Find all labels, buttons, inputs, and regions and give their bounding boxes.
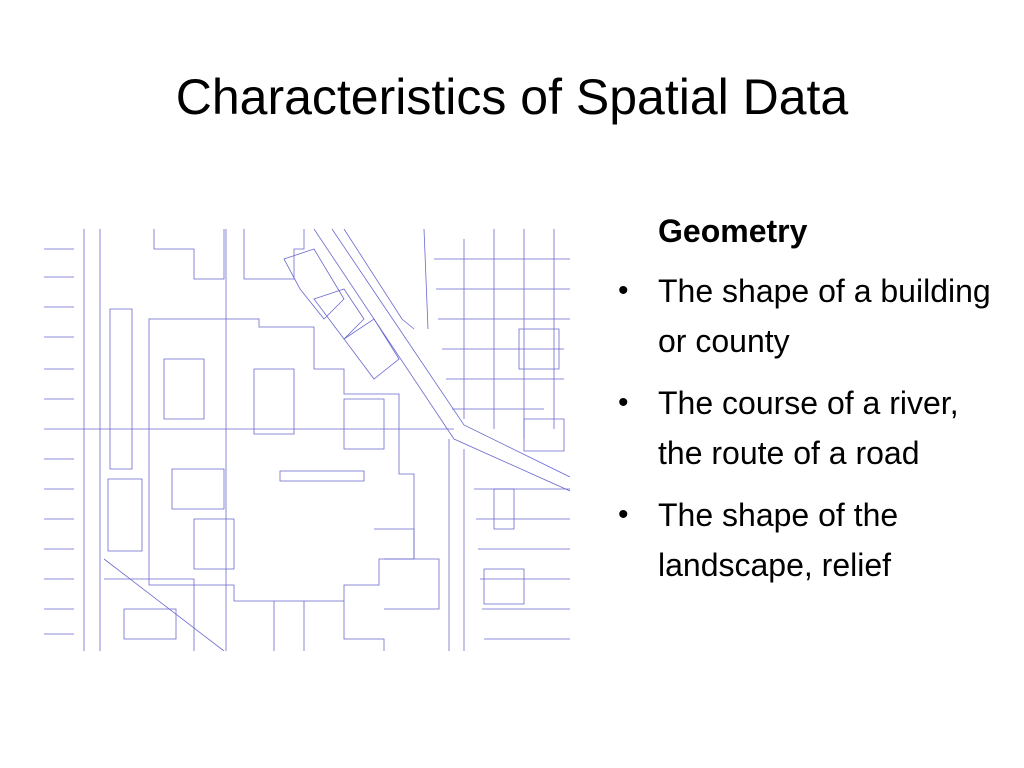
- text-column: [616, 206, 996, 602]
- bullet-list: [616, 266, 996, 590]
- slide-title: Characteristics of Spatial Data: [175, 69, 849, 125]
- bullet-text: The shape of the landscape, relief: [658, 497, 899, 583]
- bullet-dot-icon: •: [618, 274, 629, 307]
- site-plan-map: [44, 229, 570, 651]
- bullet-dot-icon: •: [618, 498, 629, 531]
- bullet-item: [616, 266, 996, 366]
- subheading: Geometry: [658, 213, 808, 249]
- bullet-text: The shape of a building or county: [658, 273, 991, 359]
- bullet-dot-icon: •: [618, 386, 629, 419]
- bullet-item: [616, 490, 996, 590]
- bullet-text: The course of a river, the route of a road: [658, 385, 959, 471]
- bullet-item: [616, 378, 996, 478]
